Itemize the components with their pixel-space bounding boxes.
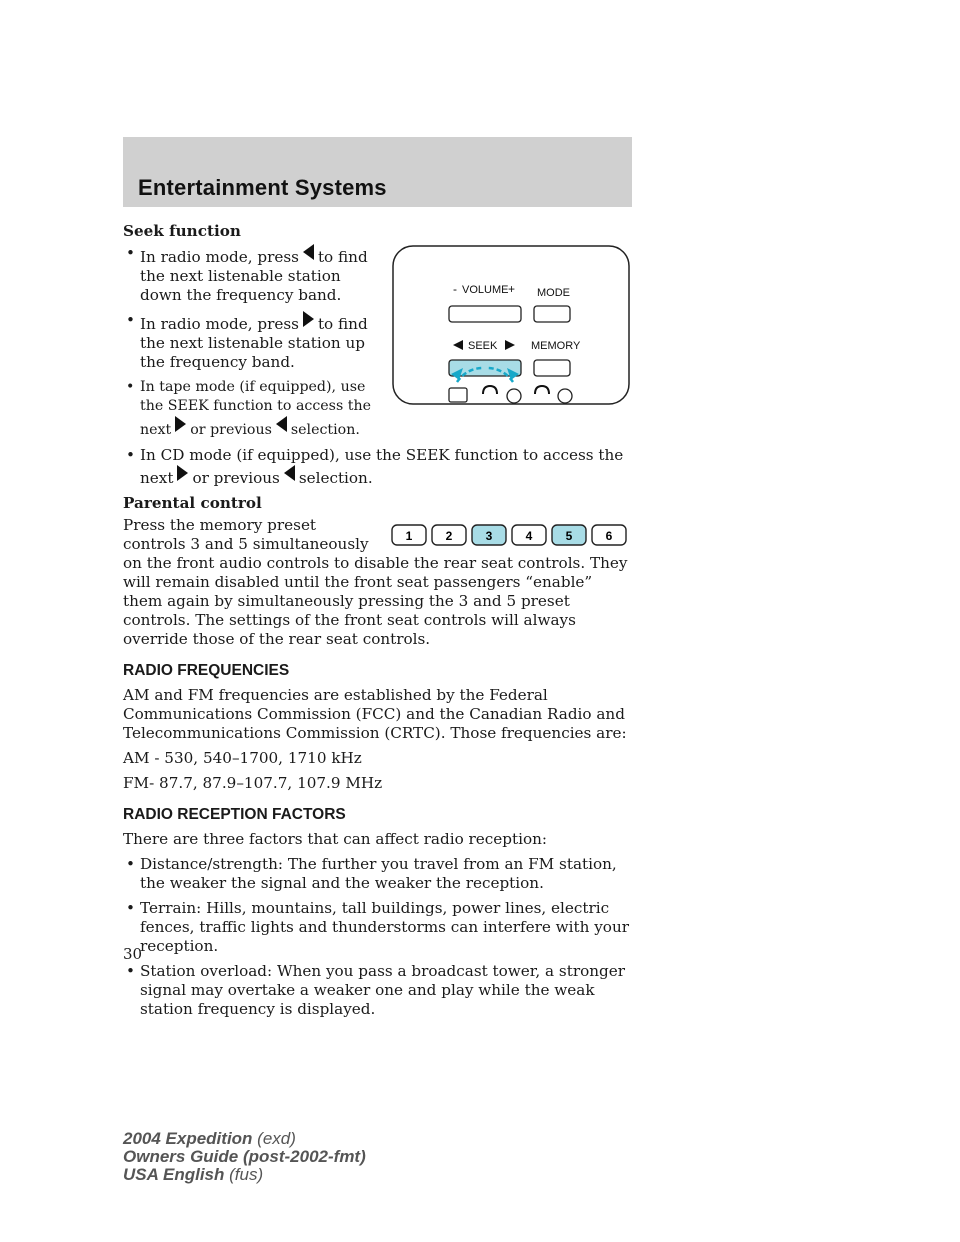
small-button[interactable]	[449, 388, 467, 402]
parental-body: Press the memory preset controls 3 and 5 simultaneously on the front audio controls to disable the rear seat controls. They will remain disabled until the front seat passengers “enable” them again by simultaneously pressing the 3 and 5 preset controls. The settings of the front seat controls will always override those of the rear seat controls.	[123, 516, 628, 648]
list-item: • In radio mode, press to find the next listenable station up the frequency band.	[123, 311, 398, 372]
headphone-jack-1-icon	[507, 389, 521, 403]
seek-label: SEEK	[468, 340, 498, 352]
seek-left-icon	[284, 465, 295, 481]
memory-label: MEMORY	[531, 340, 581, 352]
volume-label: VOLUME	[462, 284, 509, 296]
volume-button[interactable]	[449, 306, 521, 322]
list-item: • In tape mode (if equipped), use the SEEK function to access the next or previous selection.	[123, 378, 398, 440]
memory-preset-buttons	[389, 522, 633, 548]
am-frequencies: AM - 530, 540–1700, 1710 kHz	[123, 749, 362, 767]
seek-left-icon	[303, 244, 314, 260]
list-item: • Terrain: Hills, mountains, tall buildings, power lines, electric fences, traffic lights and thunderstorms can interfere with your reception.	[123, 899, 633, 956]
header-band	[123, 137, 632, 207]
rear-audio-control-diagram	[391, 244, 633, 408]
parental-heading: Parental control	[123, 494, 262, 512]
list-item: • Distance/strength: The further you travel from an FM station, the weaker the signal and the weaker the reception.	[123, 855, 633, 893]
preset-label-5: 5	[565, 529, 573, 543]
volume-minus-label: -	[453, 282, 457, 296]
reception-list	[123, 855, 633, 1019]
preset-label-3: 3	[485, 529, 493, 543]
reception-intro: There are three factors that can affect radio reception:	[123, 830, 548, 848]
seek-left-icon	[276, 416, 287, 432]
headphone-jack-2-icon	[558, 389, 572, 403]
preset-label-2: 2	[445, 529, 453, 543]
list-item: • In radio mode, press to find the next listenable station down the frequency band.	[123, 244, 398, 305]
radio-reception-title: RADIO RECEPTION FACTORS	[123, 806, 346, 823]
preset-label-1: 1	[405, 529, 413, 543]
page-content	[123, 222, 633, 1025]
mode-button[interactable]	[534, 306, 570, 322]
seek-right-icon	[175, 416, 186, 432]
document-footer: 2004 Expedition (exd) Owners Guide (post-2002-fmt) USA English (fus)	[123, 1129, 366, 1184]
seek-right-icon	[177, 465, 188, 481]
section-header-title: Entertainment Systems	[138, 175, 387, 200]
seek-heading: Seek function	[123, 222, 241, 240]
mode-label: MODE	[537, 287, 570, 299]
list-item: • In CD mode (if equipped), use the SEEK function to access the next or previous selection.	[123, 446, 633, 488]
preset-label-4: 4	[525, 529, 533, 543]
volume-plus-label: +	[508, 282, 516, 296]
list-item: • Station overload: When you pass a broadcast tower, a stronger signal may overtake a weaker one and play while the weak station frequency is displayed.	[123, 962, 633, 1019]
seek-right-icon	[303, 311, 314, 327]
page-number: 30	[123, 945, 143, 963]
fm-frequencies: FM- 87.7, 87.9–107.7, 107.9 MHz	[123, 774, 383, 792]
radio-frequencies-title: RADIO FREQUENCIES	[123, 662, 290, 679]
preset-label-6: 6	[605, 529, 613, 543]
frequencies-body: AM and FM frequencies are established by the Federal Communications Commission (FCC) and the Canadian Radio and Telecommunications Commission (CRTC). Those frequencies are:	[123, 686, 627, 742]
memory-button[interactable]	[534, 360, 570, 376]
